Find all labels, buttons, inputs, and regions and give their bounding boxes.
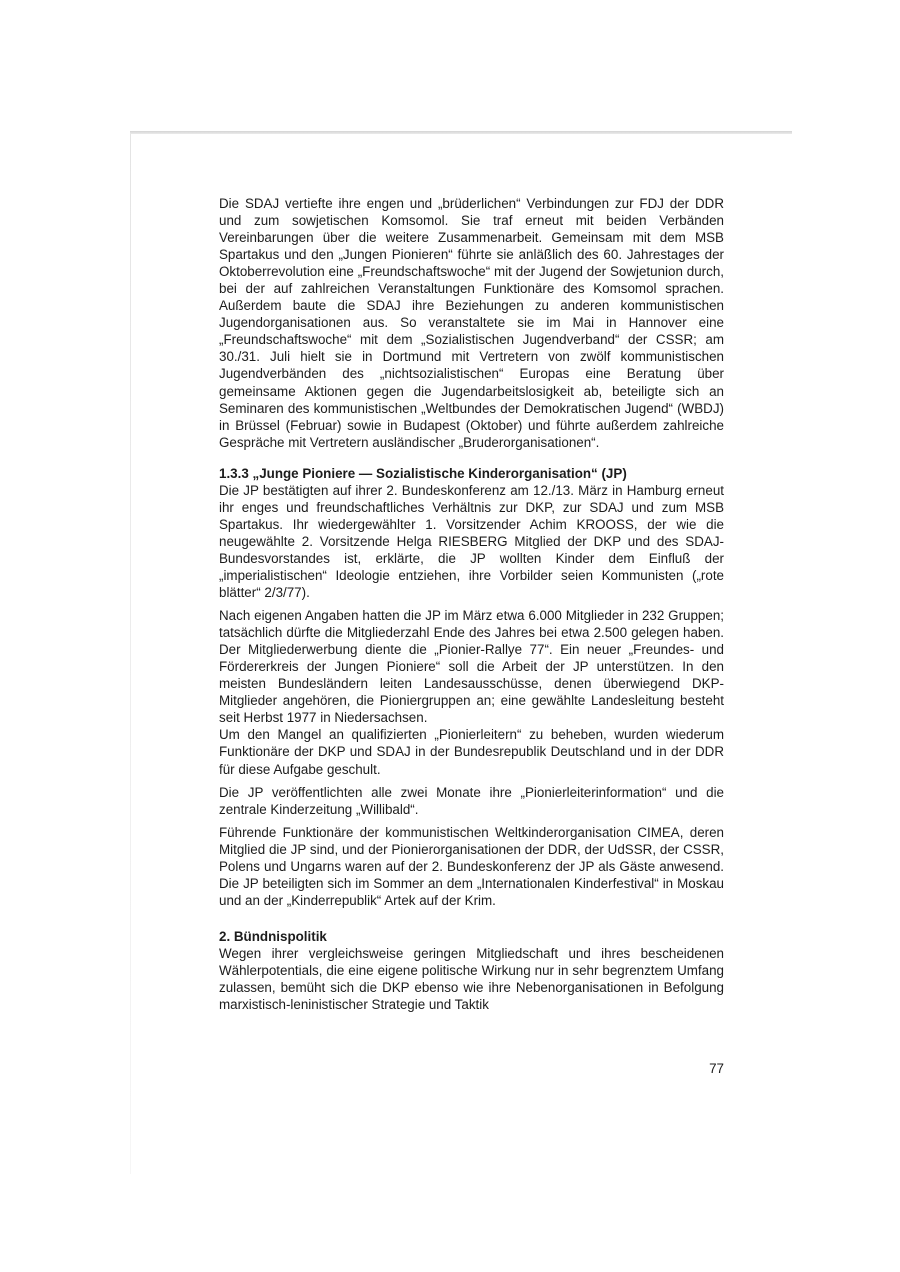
heading-junge-pioniere: 1.3.3 „Junge Pioniere — Sozialistische Kinderorganisation“ (JP)	[219, 465, 627, 481]
scan-edge-left	[130, 134, 131, 1174]
page-number: 77	[709, 1061, 724, 1076]
heading-buendnispolitik: 2. Bündnispolitik	[219, 928, 327, 944]
page-body	[219, 195, 724, 1013]
paragraph-jp-pionierleiter: Um den Mangel an qualifizierten „Pionierleitern“ zu beheben, wurden wiederum Funktionäre der DKP und SDAJ in der Bundesrepublik Deutschland und in der DDR für diese Aufgabe geschult.	[219, 727, 724, 777]
scan-edge-top	[130, 131, 792, 134]
paragraph-jp-bundeskonferenz: Die JP bestätigten auf ihrer 2. Bundeskonferenz am 12./13. März in Hamburg erneut ihr enges und freundschaftliches Verhältnis zur DKP, zur SDAJ und zum MSB Spartakus. Ihr wiedergewählter 1. Vorsitzender Achim KROOSS, der wie die neugewählte 2. Vorsitzende Helga RIESBERG Mitglied der DKP und des SDAJ-Bundesvorstandes ist, erklärte, die JP wollten Kinder dem Einfluß der „imperialistischen“ Ideologie entziehen, ihre Vorbilder seien Kommunisten („rote blätter“ 2/3/77).	[219, 482, 724, 601]
paragraph-jp-publikationen: Die JP veröffentlichten alle zwei Monate ihre „Pionierleiterinformation“ und die zentrale Kinderzeitung „Willibald“.	[219, 784, 724, 817]
paragraph-jp-mitglieder: Nach eigenen Angaben hatten die JP im März etwa 6.000 Mitglieder in 232 Gruppen; tatsächlich dürfte die Mitgliederzahl Ende des Jahres bei etwa 2.500 gelegen haben. Der Mitgliederwerbung diente die „Pionier-Rallye 77“. Ein neuer „Freundes- und Fördererkreis der Jungen Pioniere“ soll die Arbeit der JP unterstützen. In den meisten Bundesländern leiten Landesausschüsse, denen überwiegend DKP-Mitglieder angehören, die Pioniergruppen an; eine gewählte Landesleitung besteht seit Herbst 1977 in Niedersachsen.	[219, 608, 724, 726]
paragraph-jp-international: Führende Funktionäre der kommunistischen Weltkinderorganisation CIMEA, deren Mitglied die JP sind, und der Pionierorganisationen der DDR, der UdSSR, der CSSR, Polens und Ungarns waren auf der 2. Bundeskonferenz der JP als Gäste anwesend. Die JP beteiligten sich im Sommer an dem „Internationalen Kinderfestival“ in Moskau und an der „Kinderrepublik“ Artek auf der Krim.	[219, 824, 724, 908]
paragraph-sdaj-relations: Die SDAJ vertiefte ihre engen und „brüderlichen“ Verbindungen zur FDJ der DDR und zum sowjetischen Komsomol. Sie traf erneut mit beiden Verbänden Vereinbarungen über die weitere Zusammenarbeit. Gemeinsam mit dem MSB Spartakus und den „Jungen Pionieren“ führte sie anläßlich des 60. Jahrestages der Oktoberrevolution eine „Freundschaftswoche“ mit der Jugend der Sowjetunion durch, bei der auf zahlreichen Veranstaltungen Funktionäre des Komsomol sprachen. Außerdem baute die SDAJ ihre Beziehungen zu anderen kommunistischen Jugendorganisationen aus. So veranstaltete sie im Mai in Hannover eine „Freundschaftswoche“ mit dem „Sozialistischen Jugendverband“ der CSSR; am 30./31. Juli hielt sie in Dortmund mit Vertretern von zwölf kommunistischen Jugendverbänden des „nichtsozialistischen“ Europas eine Beratung über gemeinsame Aktionen gegen die Jugendarbeitslosigkeit ab, beteiligte sich an Seminaren des kommunistischen „Weltbundes der Demokratischen Jugend“ (WBDJ) in Brüssel (Februar) sowie in Budapest (Oktober) und führte außerdem zahlreiche Gespräche mit Vertretern ausländischer „Bruderorganisationen“.	[219, 196, 724, 450]
paragraph-buendnispolitik: Wegen ihrer vergleichsweise geringen Mitgliedschaft und ihres bescheidenen Wählerpotentials, die eine eigene politische Wirkung nur in sehr begrenztem Umfang zulassen, bemüht sich die DKP ebenso wie ihre Nebenorganisationen in Befolgung marxistisch-leninistischer Strategie und Taktik	[219, 945, 724, 1013]
